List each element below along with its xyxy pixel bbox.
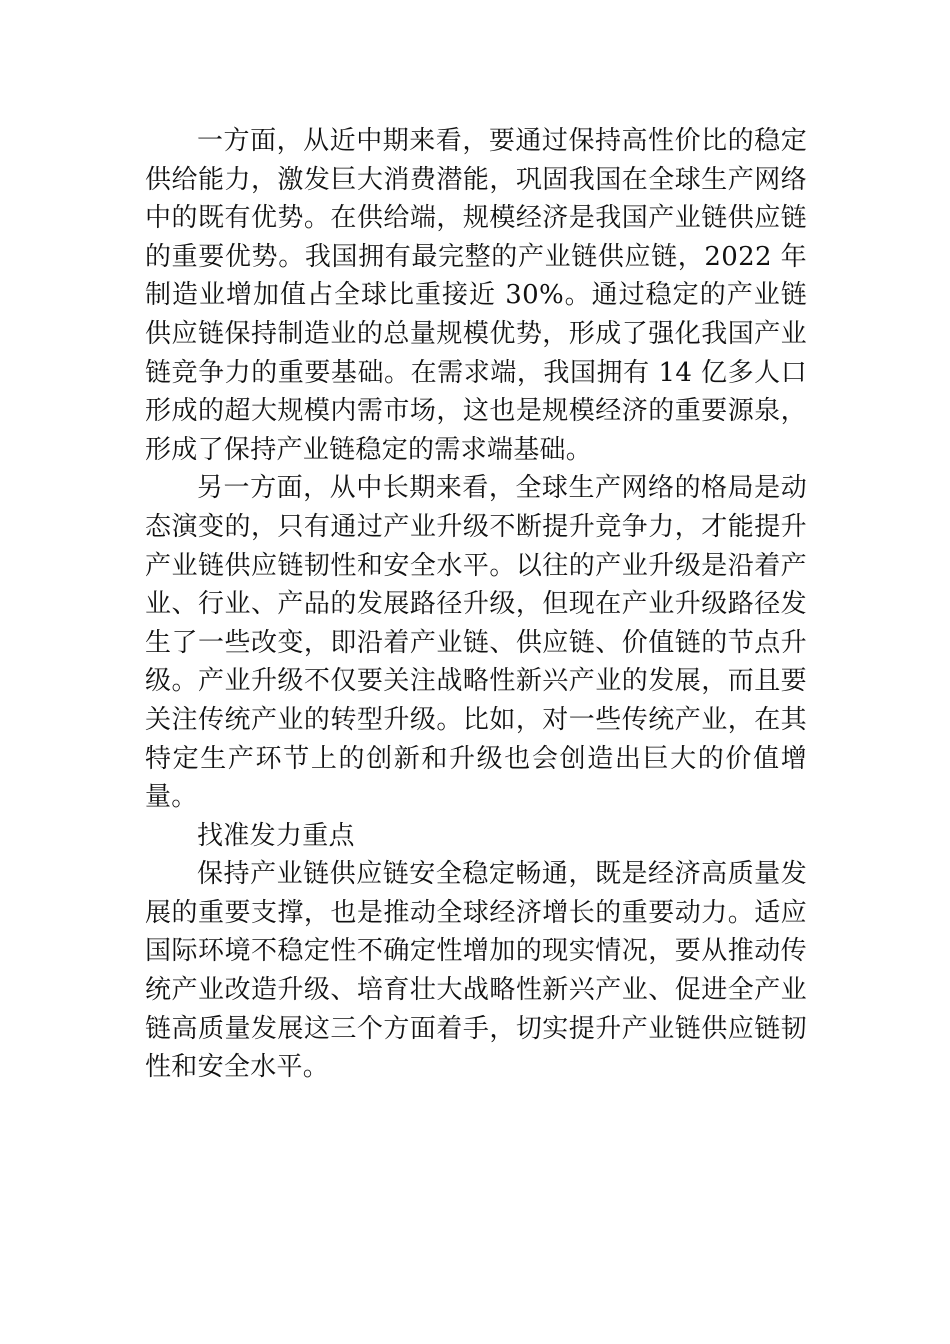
paragraph-near-term: 一方面，从近中期来看，要通过保持高性价比的稳定供给能力，激发巨大消费潜能，巩固我国在全球生产网络中的既有优势。在供给端，规模经济是我国产业链供应链的重要优势。我国拥有最完整的产业链供应链，2022 年制造业增加值占全球比重接近 30%。通过稳定的产业链供应链保持制造业的总量规模优势，形成了强化我国产业链竞争力的重要基础。在需求端，我国拥有 14 亿多人口形成的超大规模内需市场，这也是规模经济的重要源泉，形成了保持产业链稳定的需求端基础。 <box>145 126 807 465</box>
document-body <box>145 122 807 1087</box>
paragraph-closing: 保持产业链供应链安全稳定畅通，既是经济高质量发展的重要支撑，也是推动全球经济增长的重要动力。适应国际环境不稳定性不确定性增加的现实情况，要从推动传统产业改造升级、培育壮大战略性新兴产业、促进全产业链高质量发展这三个方面着手，切实提升产业链供应链韧性和安全水平。 <box>145 859 807 1083</box>
section-heading: 找准发力重点 <box>197 820 355 851</box>
paragraph-long-term: 另一方面，从中长期来看，全球生产网络的格局是动态演变的，只有通过产业升级不断提升竞争力，才能提升产业链供应链韧性和安全水平。以往的产业升级是沿着产业、行业、产品的发展路径升级，但现在产业升级路径发生了一些改变，即沿着产业链、供应链、价值链的节点升级。产业升级不仅要关注战略性新兴产业的发展，而且要关注传统产业的转型升级。比如，对一些传统产业，在其特定生产环节上的创新和升级也会创造出巨大的价值增量。 <box>145 473 807 813</box>
